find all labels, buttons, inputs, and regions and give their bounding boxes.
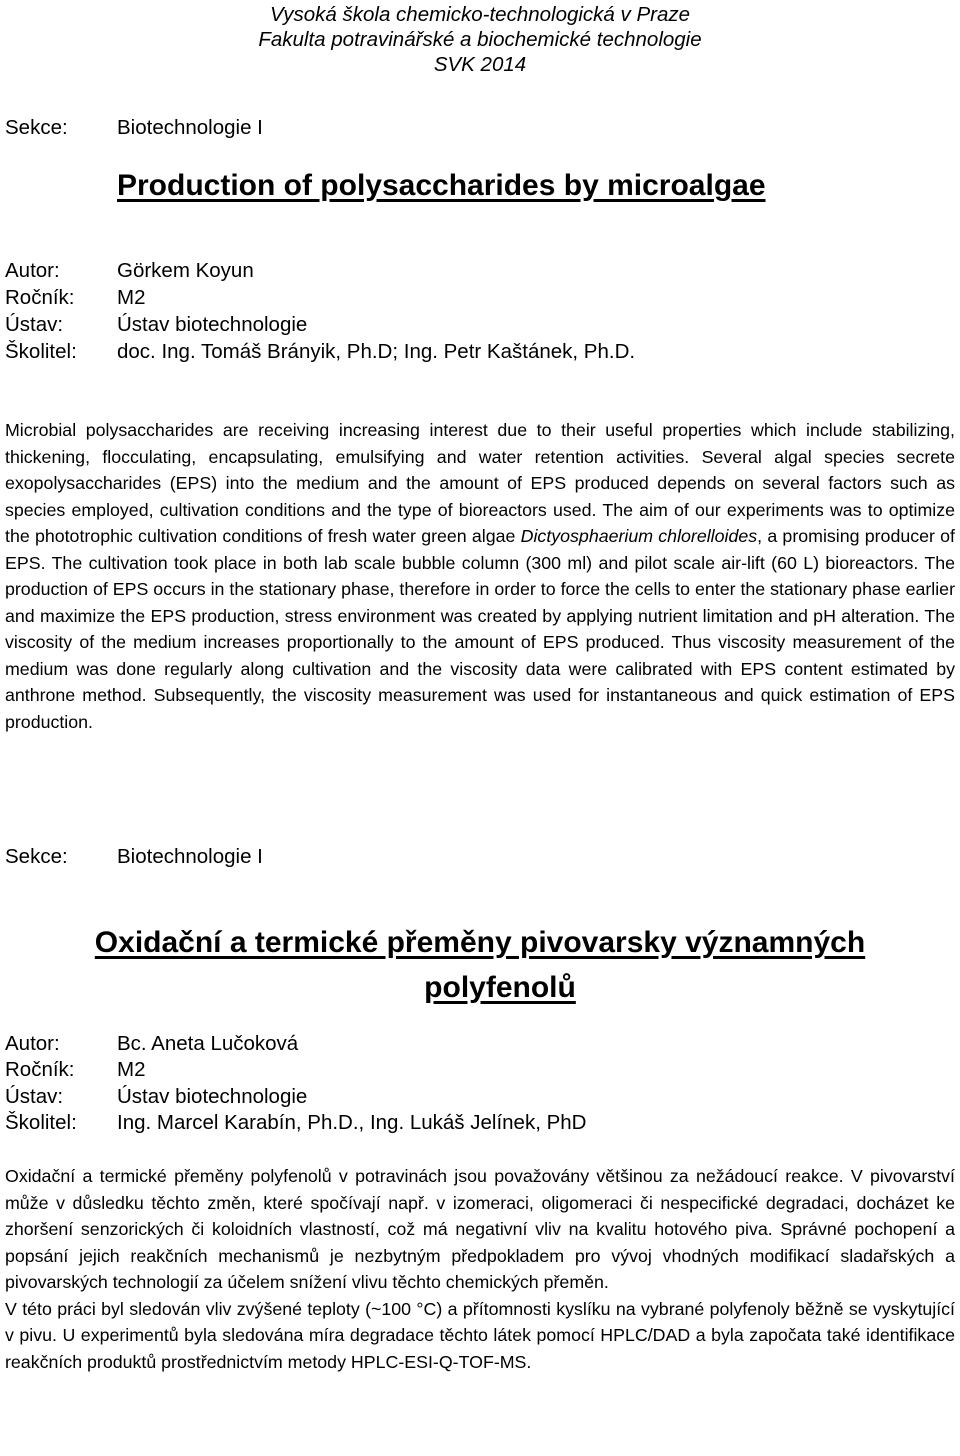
article2-institute: Ústav biotechnologie bbox=[117, 1085, 308, 1108]
article1-species-name: Dictyosphaerium chlorelloides bbox=[520, 526, 758, 546]
section-label: Sekce: bbox=[5, 845, 68, 868]
supervisor-label: Školitel: bbox=[5, 340, 77, 363]
article1-year: M2 bbox=[117, 286, 146, 309]
document-header bbox=[0, 2, 960, 77]
author-label: Autor: bbox=[5, 259, 60, 282]
article2-abstract-paragraph-1: Oxidační a termické přeměny polyfenolů v potravinách jsou považovány většinou za nežádoucí reakce. V pivovarství může v důsledku těchto změn, které spočívají např. v izomeraci, oligomeraci či nespecifické degradaci, docházet ke zhoršení senzorických či koloidních vlastností, což má negativní vliv na kvalitu hotového piva. Správné pochopení a popsání jejich reakčních mechanismů je nezbytným předpokladem pro vývoj vhodných modifikací sladařských a pivovarských technologií za účelem snížení vlivu těchto chemických přeměn. bbox=[5, 1166, 955, 1292]
section-label: Sekce: bbox=[5, 116, 68, 139]
article1-abstract-part2: , a promising producer of EPS. The cultivation took place in both lab scale bubble column (300 ml) and pilot scale air-lift (60 L) bioreactors. The production of EPS occurs in the stationary phase, therefore in order to force the cells to enter the stationary phase earlier and maximize the EPS production, stress environment was created by applying nutrient limitation and pH alteration. The viscosity of the medium increases proportionally to the amount of EPS produced. Thus viscosity measurement of the medium was done regularly along cultivation and the viscosity data were calibrated with EPS content estimated by anthrone method. Subsequently, the viscosity measurement was used for instantaneous and quick estimation of EPS production. bbox=[5, 526, 955, 732]
header-university: Vysoká škola chemicko-technologická v Praze bbox=[269, 3, 691, 26]
article2-abstract-paragraph-2: V této práci byl sledován vliv zvýšené teploty (~100 °C) a přítomnosti kyslíku na vybrané polyfenoly běžně se vyskytující v pivu. U experimentů byla sledována míra degradace těchto látek pomocí HPLC/DAD a byla započata také identifikace reakčních produktů prostřednictvím metody HPLC-ESI-Q-TOF-MS. bbox=[5, 1298, 955, 1372]
article2-title bbox=[0, 920, 960, 1010]
article2-year: M2 bbox=[117, 1058, 146, 1081]
article1-abstract-part1: Microbial polysaccharides are receiving increasing interest due to their useful properties which include stabilizing, thickening, flocculating, encapsulating, emulsifying and water retention activities. Several algal species secrete exopolysaccharides (EPS) into the medium and the amount of EPS produced depends on several factors such as species employed, cultivation conditions and the type of bioreactors used. The aim of our experiments was to optimize the phototrophic cultivation conditions of fresh water green algae bbox=[5, 420, 955, 546]
article2-author: Bc. Aneta Lučoková bbox=[117, 1032, 299, 1055]
supervisor-label: Školitel: bbox=[5, 1111, 77, 1134]
article2-supervisor: Ing. Marcel Karabín, Ph.D., Ing. Lukáš Jelínek, PhD bbox=[117, 1111, 587, 1134]
year-label: Ročník: bbox=[5, 286, 75, 309]
article2-title-line1: Oxidační a termické přeměny pivovarsky významných bbox=[94, 926, 866, 959]
author-label: Autor: bbox=[5, 1032, 60, 1055]
article1-title: Production of polysaccharides by microalgae bbox=[117, 169, 766, 202]
institute-label: Ústav: bbox=[5, 313, 64, 336]
article1-abstract bbox=[5, 417, 955, 735]
article2-section: Biotechnologie I bbox=[117, 845, 263, 868]
article1-section: Biotechnologie I bbox=[117, 116, 263, 139]
article1-author: Görkem Koyun bbox=[117, 259, 254, 282]
institute-label: Ústav: bbox=[5, 1085, 64, 1108]
header-faculty: Fakulta potravinářské a biochemické technologie bbox=[258, 28, 702, 51]
article2-abstract bbox=[5, 1163, 955, 1375]
year-label: Ročník: bbox=[5, 1058, 75, 1081]
header-conference: SVK 2014 bbox=[433, 53, 527, 76]
article1-supervisor: doc. Ing. Tomáš Brányik, Ph.D; Ing. Petr Kaštánek, Ph.D. bbox=[117, 340, 636, 363]
article1-institute: Ústav biotechnologie bbox=[117, 313, 308, 336]
article1-abstract-paragraph bbox=[5, 417, 955, 735]
article2-title-line2: polyfenolů bbox=[424, 971, 576, 1004]
